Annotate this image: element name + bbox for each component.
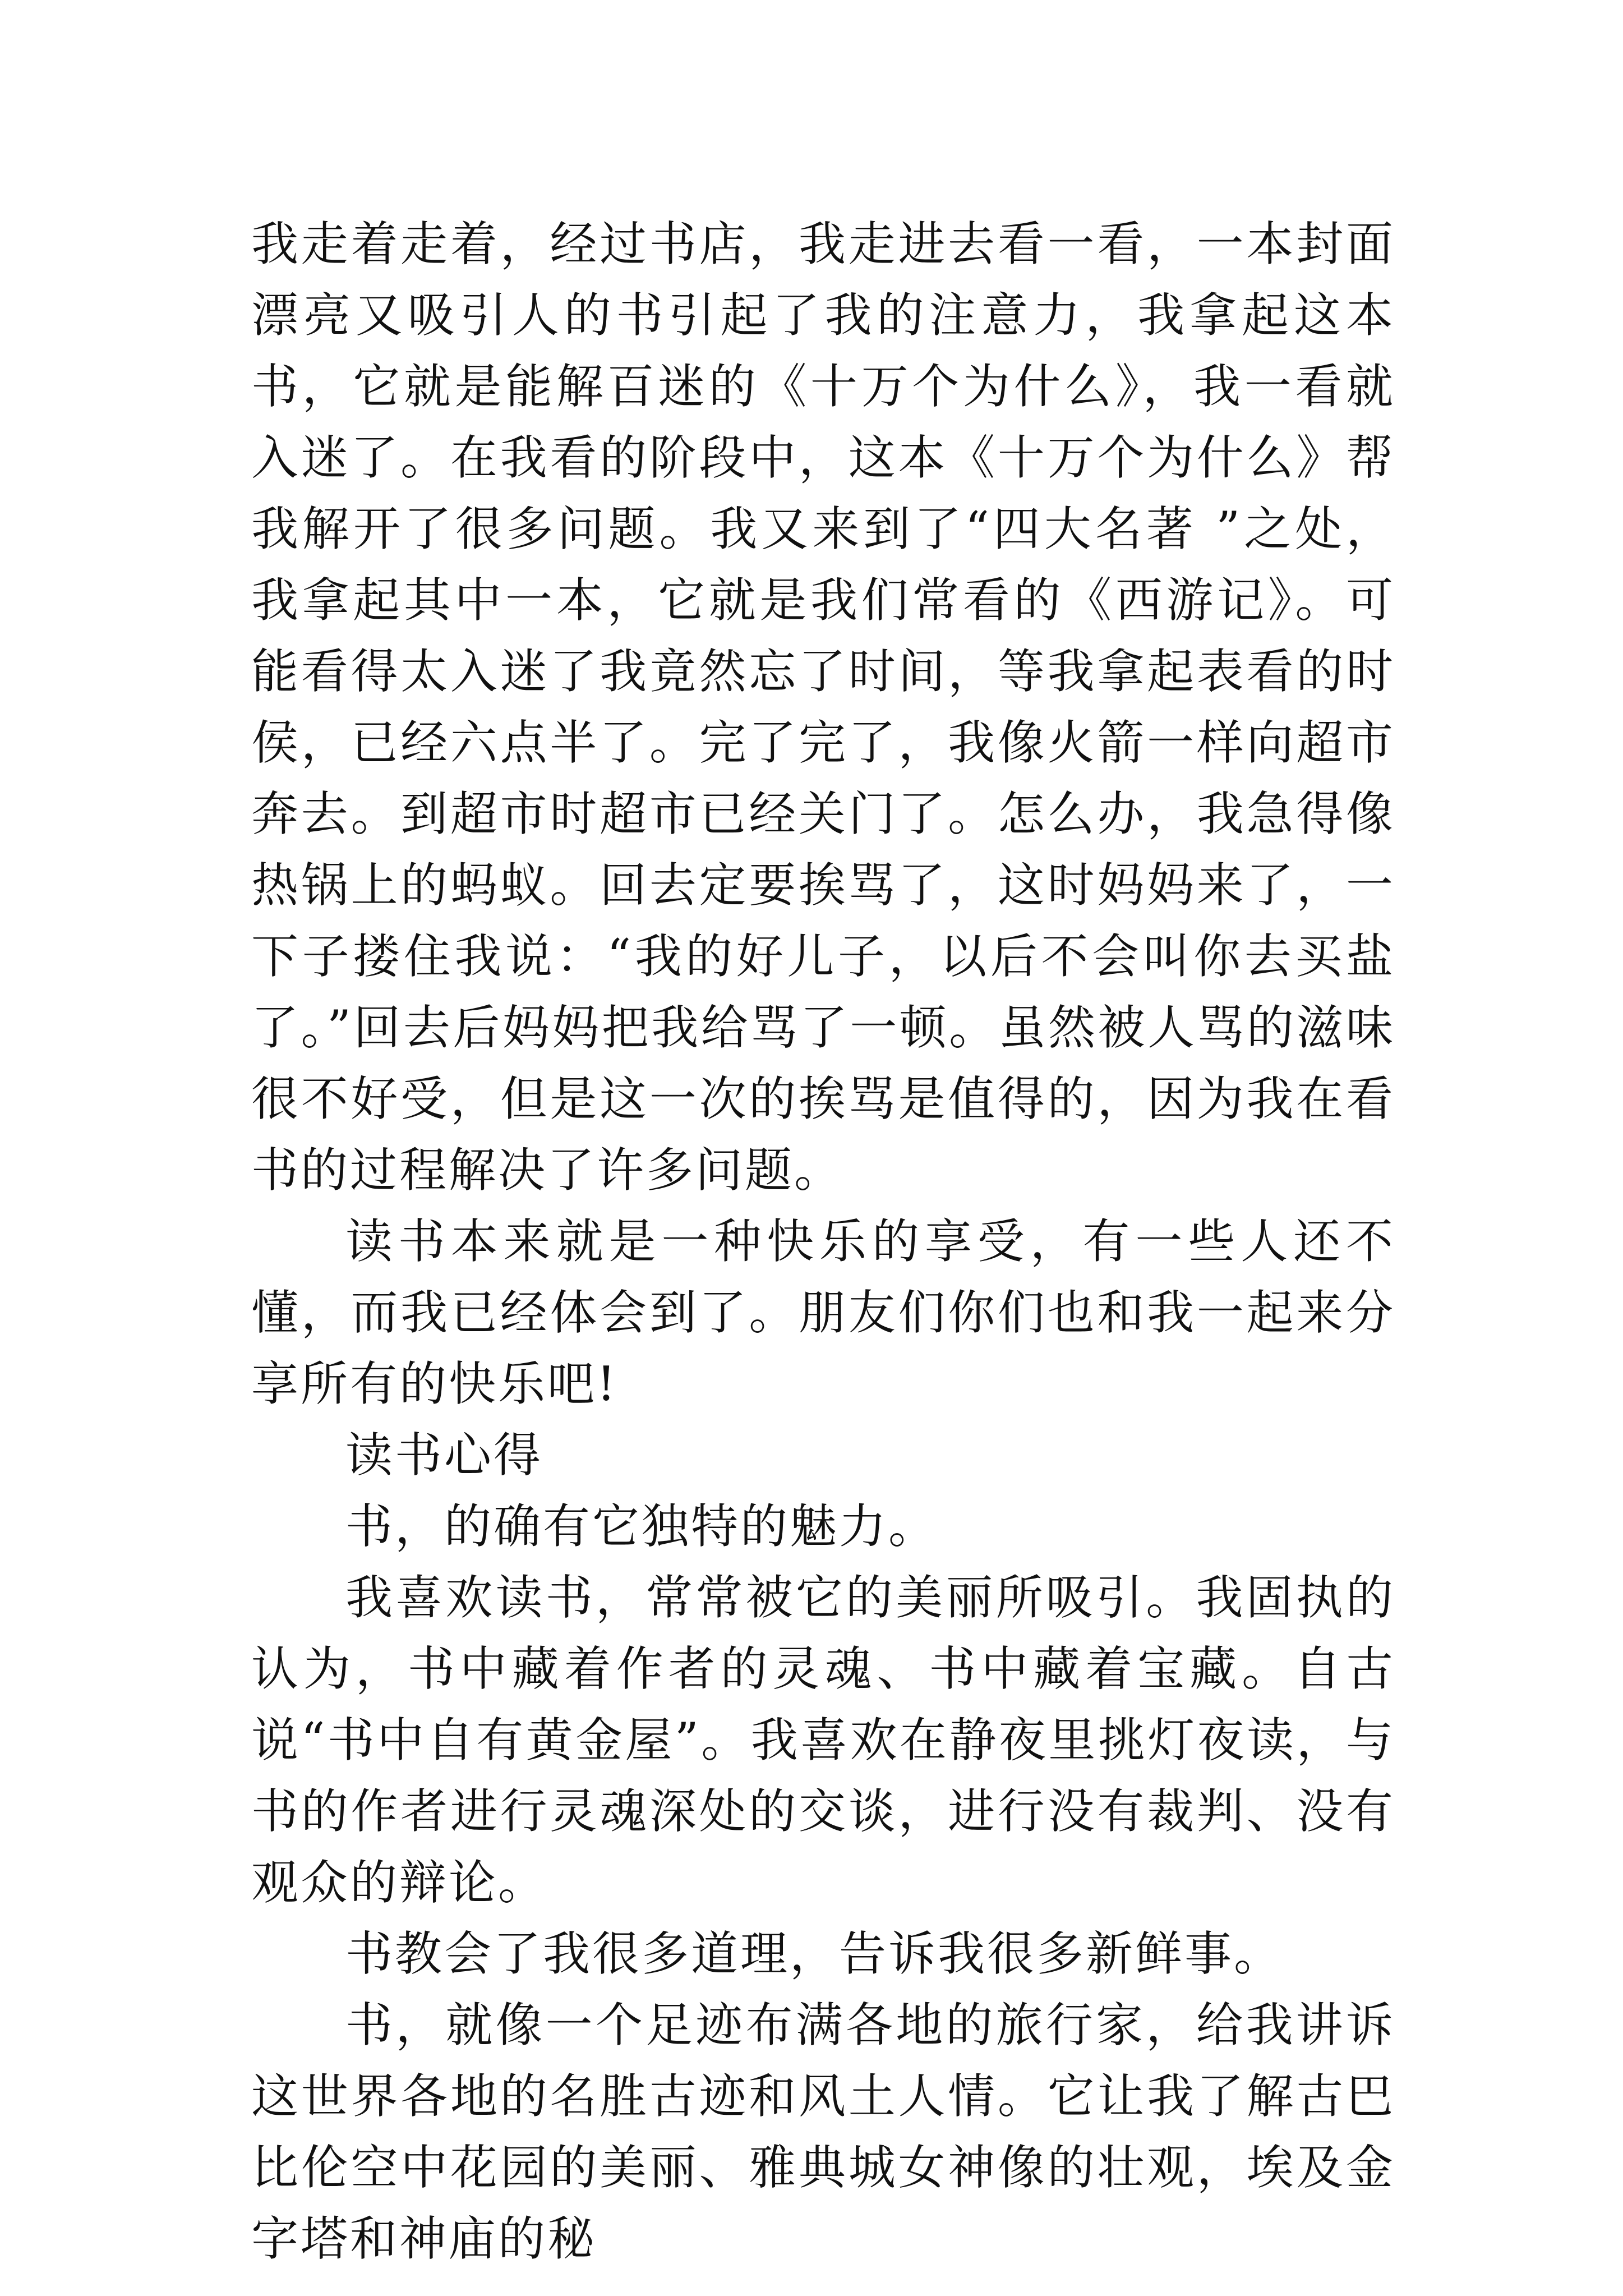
document-body xyxy=(251,209,1395,2275)
paragraph-story: 我走着走着，经过书店，我走进去看一看，一本封面漂亮又吸引人的书引起了我的注意力，我拿起这本书，它就是能解百迷的《十万个为什么》，我一看就入迷了。在我看的阶段中，这本《十万个为什么》帮我解开了很多问题。我又来到了“四大名著 ”之处，我拿起其中一本，它就是我们常看的《西游记》。可能看得太入迷了我竟然忘了时间，等我拿起表看的时侯，已经六点半了。完了完了，我像火箭一样向超市奔去。到超市时超市已经关门了。怎么办，我急得像热锅上的蚂蚁。回去定要挨骂了，这时妈妈来了，一下子搂住我说：“我的好儿子，以后不会叫你去买盐了。”回去后妈妈把我给骂了一顿。虽然被人骂的滋味很不好受，但是这一次的挨骂是值得的，因为我在看书的过程解决了许多问题。 xyxy=(251,217,1395,1198)
paragraph-book-charm: 书，的确有它独特的魅力。 xyxy=(345,1499,938,1554)
paragraph-book-traveler: 书，就像一个足迹布满各地的旅行家，给我讲诉这世界各地的名胜古迹和风土人情。它让我了解古巴比伦空中花园的美丽、雅典城女神像的壮观，埃及金字塔和神庙的秘 xyxy=(251,1998,1395,2266)
section-title: 读书心得 xyxy=(345,1428,543,1483)
paragraph-reading-joy: 读书本来就是一种快乐的享受，有一些人还不懂，而我已经体会到了。朋友们你们也和我一起来分享所有的快乐吧! xyxy=(251,1214,1395,1411)
paragraph-book-teaches: 书教会了我很多道理，告诉我很多新鲜事。 xyxy=(345,1926,1284,1981)
paragraph-love-reading: 我喜欢读书，常常被它的美丽所吸引。我固执的认为，书中藏着作者的灵魂、书中藏着宝藏。自古说“书中自有黄金屋”。我喜欢在静夜里挑灯夜读，与书的作者进行灵魂深处的交谈，进行没有裁判、没有观众的辩论。 xyxy=(251,1570,1395,1910)
